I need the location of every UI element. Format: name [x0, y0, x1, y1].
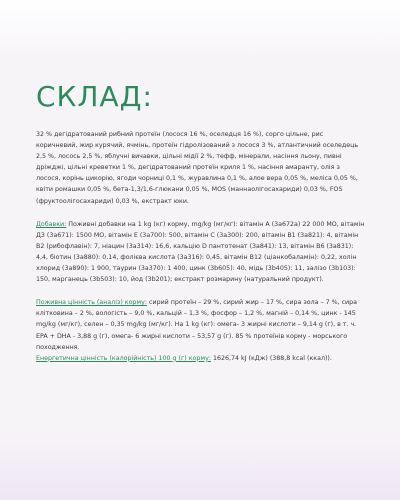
nutrition-paragraph — [36, 297, 366, 364]
additives-text: Поживні добавки на 1 kg (кг) корму, mg/kg (мг/кг): вітамін A (3a672a) 22 000 МО, вітамін Д3 (3a671): 1500 МО, вітамін E (3a700): 500, вітамін C (3a300): 200, вітамін B1 (3a821): 4, вітамін B2 (рибофлавін): 7, ніацин (3a314): 16,6, кальцію D пантотенат (3a841): 13, вітамін B6 (3a831): 4,4, біотин (3a880): 0,14, фолієва кислота (3a316): 0,45, вітамін B12 (ціанкобаламін): 0,22, холін хлорид (3a890): 1 900, таурин (3a370): 1 400, цинк (3b605): 40, мідь (3b405): 11, залізо (3b103): 150, марганець (3b503): 10, йод (3b201); екстракт розмарину (натуральний продукт). — [36, 220, 365, 284]
composition-document — [36, 80, 366, 364]
composition-paragraph: 32 % дегідратований рибний протеїн (лосося 16 %, оселедця 16 %), сорго цільне, рис коричневий, жир курячий, ячмінь, протеїн гідролізований з лосося 3 %, атлантичний оселедець 2,5 %, лосось 2,5 %, яблучні вичавки, цільні мідії 2 %, тефф, мінерали, насіння льону, пивні дріжджі, цільні креветки 1 %, дегідратований протеїн криля 1 %, насіння амаранту, олія з лосося, корінь цикорію, ягоди чорниці 0,1 %, журавлина 0,1 %, алое вера 0,05 %, меліса 0,05 %, квіти ромашки 0,05 %, бета-1,3/1,6-глюкани 0,05 %, MOS (маннаолігосахариди) 0,03 %, FOS (фруктоолігосахариди) 0,03 %, екстракт юки. — [36, 131, 359, 205]
background-top — [0, 0, 400, 60]
additives-paragraph — [36, 219, 366, 286]
additives-label: Добавки: — [36, 220, 67, 228]
energy-text: 1626,74 kJ (кДж) (388,8 kcal (ккал)). — [210, 354, 332, 362]
background-bottom — [0, 430, 400, 500]
nutrition-label: Поживна цінність (аналіз) корму: — [36, 299, 148, 307]
energy-label: Енергетична цінність (калорійність) 100 g (г) корму: — [36, 354, 211, 362]
page-title: СКЛАД: — [36, 80, 153, 113]
nutrition-text: сирий протеїн – 29 %, сирий жир – 17 %, сира зола – 7 %, сира клітковина – 2 %, вологість – 9,0 %, кальцій – 1,3 %, фосфор – 1,2 %, магній – 0,14 %, цинк - 145 mg/kg (мг/кг), селен – 0,35 mg/kg (мг/кг). На 1 kg (кг): омега- 3 жирні кислоти – 9,14 g (г), в т. ч. EPA + DHA - 3,88 g (г), омега- 6 жирні кислоти – 53,57 g (г). 85 % протеїнів корму - морського походження. — [36, 299, 358, 351]
